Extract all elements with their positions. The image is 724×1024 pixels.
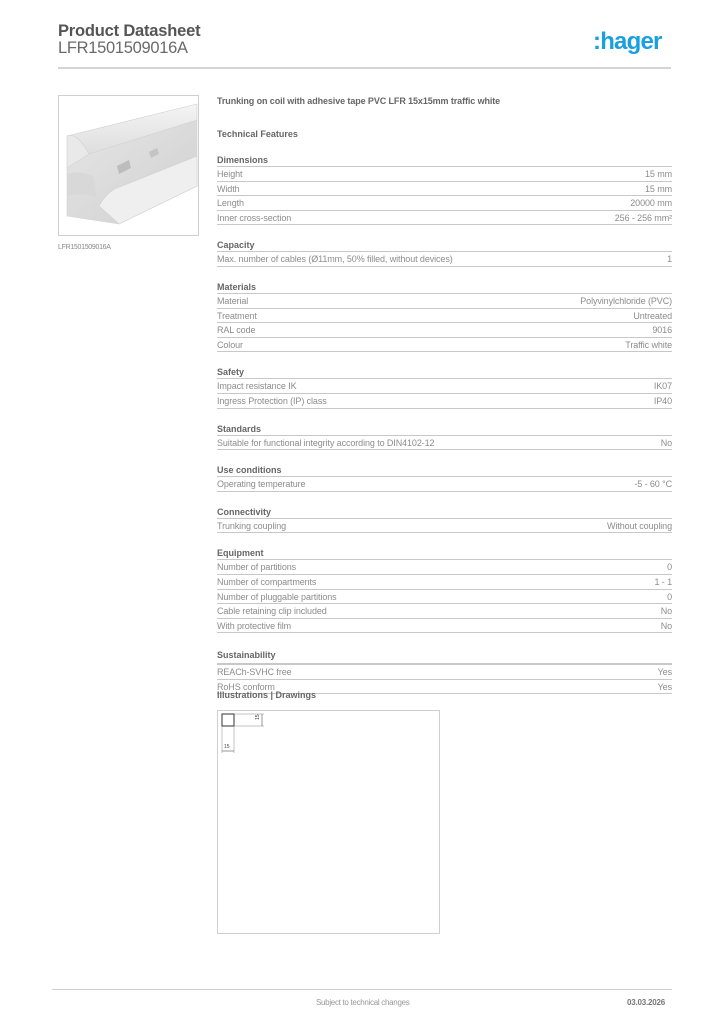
technical-drawing bbox=[217, 710, 440, 934]
spec-row bbox=[217, 182, 672, 197]
product-description: Trunking on coil with adhesive tape PVC LFR 15x15mm traffic white bbox=[217, 96, 501, 106]
spec-label: REACh-SVHC free bbox=[217, 667, 292, 678]
spec-value: 1 - 1 bbox=[654, 576, 672, 587]
spec-label: Trunking coupling bbox=[217, 520, 287, 531]
section-safety bbox=[217, 366, 672, 408]
section-title: Standards bbox=[217, 423, 672, 436]
spec-value: 15 mm bbox=[644, 169, 672, 179]
spec-label: Length bbox=[217, 198, 244, 209]
section-standards bbox=[217, 423, 672, 451]
section-title: Use conditions bbox=[217, 464, 672, 477]
section-sustainability bbox=[217, 649, 672, 694]
spec-value: IK07 bbox=[653, 381, 672, 392]
spec-value: No bbox=[660, 437, 672, 448]
spec-value: 15 mm bbox=[644, 183, 672, 194]
spec-value: Untreated bbox=[633, 310, 672, 321]
spec-row bbox=[217, 211, 672, 226]
section-use-conditions bbox=[217, 464, 672, 492]
spec-row bbox=[217, 167, 672, 182]
spec-row bbox=[217, 619, 672, 634]
spec-row bbox=[217, 560, 672, 575]
spec-row bbox=[217, 575, 672, 590]
footer-divider bbox=[52, 989, 672, 990]
section-title: Equipment bbox=[217, 547, 672, 560]
trunking-illustration-icon bbox=[59, 96, 198, 235]
section-title: Sustainability bbox=[217, 649, 672, 664]
dim-width-label: 15 bbox=[224, 744, 230, 750]
technical-features-heading: Technical Features bbox=[217, 129, 298, 139]
spec-value: IP40 bbox=[653, 395, 672, 406]
spec-label: Material bbox=[217, 295, 249, 306]
section-dimensions bbox=[217, 154, 672, 225]
spec-row bbox=[217, 338, 672, 353]
spec-value: No bbox=[660, 620, 672, 631]
spec-label: Treatment bbox=[217, 310, 257, 321]
section-connectivity bbox=[217, 506, 672, 534]
section-equipment bbox=[217, 547, 672, 633]
spec-label: Width bbox=[217, 183, 240, 194]
spec-label: Cable retaining clip included bbox=[217, 606, 327, 617]
section-title: Capacity bbox=[217, 239, 672, 252]
spec-row bbox=[217, 294, 672, 309]
spec-label: Ingress Protection (IP) class bbox=[217, 395, 327, 406]
footer-date: 03.03.2026 bbox=[627, 998, 666, 1007]
spec-row bbox=[217, 664, 672, 680]
spec-label: Number of pluggable partitions bbox=[217, 591, 337, 602]
spec-value: 1 bbox=[667, 254, 672, 265]
header-divider bbox=[58, 67, 671, 69]
spec-content bbox=[217, 95, 672, 694]
spec-row bbox=[217, 436, 672, 451]
spec-row bbox=[217, 309, 672, 324]
spec-value: Traffic white bbox=[625, 339, 672, 350]
section-capacity bbox=[217, 239, 672, 267]
illustrations-heading: Illustrations | Drawings bbox=[217, 690, 317, 700]
spec-label: With protective film bbox=[217, 620, 292, 631]
section-title: Safety bbox=[217, 366, 672, 379]
dim-height-label: 15 bbox=[255, 714, 261, 720]
image-caption: LFR1501509016A bbox=[58, 244, 111, 251]
hager-logo: :hager bbox=[593, 28, 662, 55]
spec-value: 0 bbox=[667, 562, 672, 573]
spec-label: Impact resistance IK bbox=[217, 381, 297, 392]
spec-value: Without coupling bbox=[607, 520, 672, 531]
spec-label: Height bbox=[217, 169, 243, 179]
spec-value: 256 - 256 mm² bbox=[614, 212, 672, 223]
spec-row bbox=[217, 477, 672, 492]
cross-section-drawing-icon bbox=[218, 711, 439, 933]
spec-label: Number of compartments bbox=[217, 576, 317, 587]
spec-value: 9016 bbox=[652, 325, 672, 336]
spec-row bbox=[217, 394, 672, 409]
section-title: Dimensions bbox=[217, 154, 672, 167]
spec-label: Inner cross-section bbox=[217, 212, 292, 223]
spec-row bbox=[217, 323, 672, 338]
spec-row bbox=[217, 379, 672, 394]
product-image bbox=[58, 95, 199, 236]
spec-label: Colour bbox=[217, 339, 243, 350]
spec-row bbox=[217, 519, 672, 534]
spec-row bbox=[217, 196, 672, 211]
spec-value: Polyvinylchloride (PVC) bbox=[580, 295, 672, 306]
footer-note: Subject to technical changes bbox=[316, 998, 410, 1007]
section-title: Connectivity bbox=[217, 506, 672, 519]
spec-label: RoHS conform bbox=[217, 681, 275, 692]
spec-value: Yes bbox=[657, 681, 672, 692]
spec-value: Yes bbox=[657, 667, 672, 678]
spec-value: 0 bbox=[667, 591, 672, 602]
page-title: Product Datasheet bbox=[58, 22, 201, 40]
spec-value: -5 - 60 °C bbox=[634, 479, 672, 490]
spec-row bbox=[217, 604, 672, 619]
section-title: Materials bbox=[217, 281, 672, 294]
spec-label: RAL code bbox=[217, 325, 256, 336]
spec-label: Number of partitions bbox=[217, 562, 297, 573]
spec-label: Suitable for functional integrity according to DIN4102-12 bbox=[217, 437, 435, 448]
spec-label: Operating temperature bbox=[217, 479, 306, 490]
section-materials bbox=[217, 281, 672, 352]
spec-label: Max. number of cables (Ø11mm, 50% filled, without devices) bbox=[217, 254, 453, 265]
spec-value: No bbox=[660, 606, 672, 617]
product-code: LFR1501509016A bbox=[58, 39, 188, 57]
spec-row bbox=[217, 590, 672, 605]
spec-row bbox=[217, 252, 672, 267]
spec-value: 20000 mm bbox=[630, 198, 672, 209]
